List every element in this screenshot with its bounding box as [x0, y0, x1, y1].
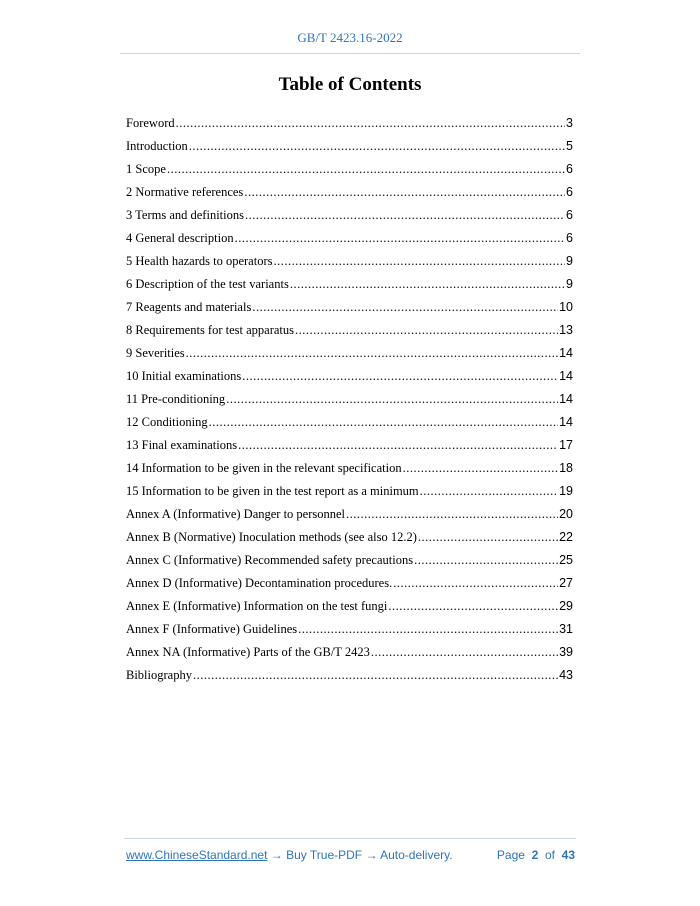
toc-entry-label: Annex NA (Informative) Parts of the GB/T 2423 — [126, 645, 370, 659]
footer-tagline: → Buy True-PDF → Auto-delivery. — [267, 848, 453, 862]
toc-entry-page: 31 — [559, 622, 573, 636]
toc-entry-label: Annex B (Normative) Inoculation methods (see also 12.2) — [126, 530, 417, 544]
toc-entry[interactable] — [126, 177, 573, 200]
toc-entry-label: 9 Severities — [126, 346, 185, 360]
toc-list — [126, 108, 573, 683]
page-title: Table of Contents — [278, 74, 422, 95]
toc-leader-dots — [245, 208, 565, 223]
toc-entry[interactable] — [126, 338, 573, 361]
toc-leader-dots — [244, 185, 565, 200]
page-of-word: of — [544, 848, 555, 862]
toc-leader-dots — [238, 438, 558, 453]
toc-entry-page: 19 — [559, 484, 573, 498]
toc-entry-label: 2 Normative references — [126, 185, 244, 199]
toc-leader-dots — [235, 231, 565, 246]
toc-entry-label: 14 Information to be given in the relevant specification — [126, 461, 402, 475]
toc-entry-page: 6 — [566, 185, 573, 199]
toc-entry-page: 22 — [559, 530, 573, 544]
toc-entry-page: 39 — [559, 645, 573, 659]
toc-entry-label: Annex F (Informative) Guidelines — [126, 622, 298, 636]
toc-entry-label: 1 Scope — [126, 162, 166, 176]
toc-leader-dots — [167, 162, 565, 177]
toc-entry[interactable] — [126, 108, 573, 131]
toc-entry-label: Introduction — [126, 139, 188, 153]
toc-entry-label: 6 Description of the test variants — [126, 277, 289, 291]
toc-leader-dots — [388, 599, 558, 614]
toc-entry[interactable] — [126, 200, 573, 223]
toc-entry-page: 6 — [566, 231, 573, 245]
page-footer — [126, 848, 575, 862]
toc-entry[interactable] — [126, 292, 573, 315]
toc-entry-label: Bibliography — [126, 668, 192, 682]
toc-entry[interactable] — [126, 315, 573, 338]
toc-leader-dots — [189, 139, 565, 154]
toc-leader-dots — [295, 323, 558, 338]
toc-entry-page: 29 — [559, 599, 573, 613]
toc-leader-dots — [420, 484, 558, 499]
toc-entry-page: 6 — [566, 162, 573, 176]
footer-promo — [126, 848, 453, 862]
toc-entry-page: 14 — [559, 392, 573, 406]
page-word: Page — [496, 848, 525, 862]
toc-entry[interactable] — [126, 131, 573, 154]
toc-entry[interactable] — [126, 476, 573, 499]
toc-entry-page: 10 — [559, 300, 573, 314]
page-indicator — [497, 848, 575, 862]
toc-leader-dots — [252, 300, 558, 315]
toc-entry-page: 9 — [566, 254, 573, 268]
toc-leader-dots — [209, 415, 558, 430]
toc-entry[interactable] — [126, 430, 573, 453]
toc-entry-page: 5 — [566, 139, 573, 153]
toc-entry-page: 20 — [559, 507, 573, 521]
toc-leader-dots — [414, 553, 558, 568]
toc-entry-page: 25 — [559, 553, 573, 567]
toc-entry[interactable] — [126, 545, 573, 568]
toc-leader-dots — [393, 576, 558, 591]
toc-entry-label: 7 Reagents and materials — [126, 300, 252, 314]
toc-entry[interactable] — [126, 637, 573, 660]
toc-leader-dots — [242, 369, 558, 384]
toc-entry[interactable] — [126, 614, 573, 637]
toc-entry-label: Foreword — [126, 116, 175, 130]
running-header: GB/T 2423.16-2022 — [297, 30, 403, 45]
toc-entry[interactable] — [126, 453, 573, 476]
toc-leader-dots — [186, 346, 558, 361]
header-divider — [120, 53, 580, 54]
toc-leader-dots — [298, 622, 558, 637]
toc-entry[interactable] — [126, 568, 573, 591]
toc-entry-page: 14 — [559, 346, 573, 360]
toc-entry-label: 4 General description — [126, 231, 234, 245]
toc-entry-label: 13 Final examinations — [126, 438, 238, 452]
toc-entry-page: 18 — [559, 461, 573, 475]
toc-leader-dots — [193, 668, 558, 683]
toc-entry[interactable] — [126, 361, 573, 384]
toc-entry-label: 11 Pre-conditioning — [126, 392, 226, 406]
toc-entry-page: 14 — [559, 415, 573, 429]
toc-entry-page: 13 — [559, 323, 573, 337]
footer-divider — [124, 838, 576, 839]
toc-entry-label: Annex E (Informative) Information on the test fungi — [126, 599, 388, 613]
toc-entry-label: 5 Health hazards to operators — [126, 254, 273, 268]
toc-entry[interactable] — [126, 407, 573, 430]
toc-entry-page: 43 — [559, 668, 573, 682]
toc-entry[interactable] — [126, 591, 573, 614]
current-page-number: 2 — [531, 848, 539, 862]
toc-leader-dots — [418, 530, 558, 545]
toc-entry[interactable] — [126, 499, 573, 522]
toc-entry-page: 17 — [559, 438, 573, 452]
toc-entry-page: 14 — [559, 369, 573, 383]
toc-entry-label: 8 Requirements for test apparatus — [126, 323, 295, 337]
toc-entry[interactable] — [126, 154, 573, 177]
toc-entry-label: Annex C (Informative) Recommended safety precautions — [126, 553, 414, 567]
toc-leader-dots — [226, 392, 558, 407]
toc-leader-dots — [346, 507, 558, 522]
toc-leader-dots — [371, 645, 558, 660]
toc-entry-label: 10 Initial examinations — [126, 369, 242, 383]
toc-entry[interactable] — [126, 522, 573, 545]
toc-entry-page: 6 — [566, 208, 573, 222]
toc-entry[interactable] — [126, 223, 573, 246]
toc-entry[interactable] — [126, 269, 573, 292]
toc-leader-dots — [273, 254, 565, 269]
website-link[interactable]: www.ChineseStandard.net — [126, 848, 268, 862]
toc-leader-dots — [403, 461, 558, 476]
toc-entry-label: Annex D (Informative) Decontamination procedures. — [126, 576, 393, 590]
toc-entry-page: 9 — [566, 277, 573, 291]
toc-leader-dots — [290, 277, 565, 292]
total-page-number: 43 — [561, 848, 575, 862]
toc-entry-page: 3 — [566, 116, 573, 130]
toc-entry-label: Annex A (Informative) Danger to personnel — [126, 507, 346, 521]
toc-entry-label: 12 Conditioning — [126, 415, 208, 429]
toc-entry-label: 15 Information to be given in the test report as a minimum — [126, 484, 419, 498]
toc-entry[interactable] — [126, 384, 573, 407]
toc-entry-page: 27 — [559, 576, 573, 590]
toc-leader-dots — [176, 116, 565, 131]
toc-entry[interactable] — [126, 246, 573, 269]
toc-entry-label: 3 Terms and definitions — [126, 208, 244, 222]
toc-entry[interactable] — [126, 660, 573, 683]
